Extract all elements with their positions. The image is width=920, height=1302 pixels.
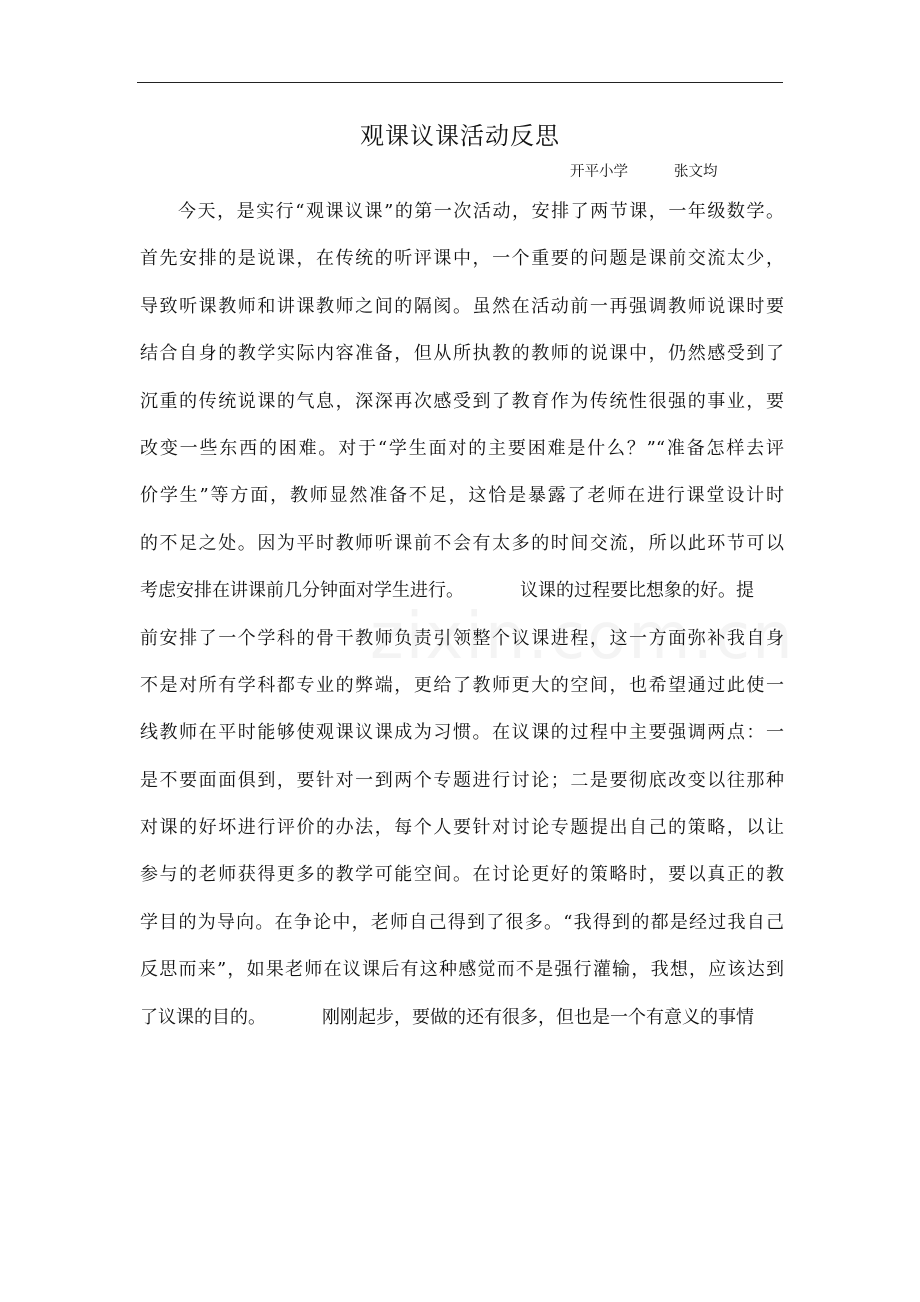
paragraph-line: 不是对所有学科都专业的弊端，更给了教师更大的空间，也希望通过此使一 xyxy=(140,674,784,696)
paragraph-line: 前安排了一个学科的骨干教师负责引领整个议课进程，这一方面弥补我自身 xyxy=(140,627,784,649)
paragraph-line: 首先安排的是说课，在传统的听评课中，一个重要的问题是课前交流太少， xyxy=(140,248,784,270)
header-rule xyxy=(137,82,783,83)
byline xyxy=(570,160,718,184)
paragraph-line: 了议课的目的。 刚刚起步，要做的还有很多，但也是一个有意义的事情 xyxy=(140,1006,754,1028)
paragraph-line: 导致听课教师和讲课教师之间的隔阂。虽然在活动前一再强调教师说课时要 xyxy=(140,295,784,317)
paragraph-line: 结合自身的教学实际内容准备，但从所执教的教师的说课中，仍然感受到了 xyxy=(140,343,784,365)
paragraph-line: 学目的为导向。在争论中，老师自己得到了很多。“我得到的都是经过我自己 xyxy=(140,911,784,933)
paragraph-line: 沉重的传统说课的气息，深深再次感受到了教育作为传统性很强的事业，要 xyxy=(140,390,784,412)
author-name: 张文均 xyxy=(674,164,718,180)
paragraph-line: 对课的好坏进行评价的办法，每个人要针对讨论专题提出自己的策略，以让 xyxy=(140,817,784,839)
paragraph-line: 反思而来”，如果老师在议课后有这种感觉而不是强行灌输，我想，应该达到 xyxy=(140,959,784,981)
school-name: 开平小学 xyxy=(570,164,628,180)
paragraph-line: 改变一些东西的困难。对于“学生面对的主要困难是什么？”“准备怎样去评 xyxy=(140,437,784,459)
document-title: 观课议课活动反思 xyxy=(360,122,560,150)
paragraph-line: 是不要面面俱到，要针对一到两个专题进行讨论；二是要彻底改变以往那种 xyxy=(140,769,784,791)
paragraph-line: 的不足之处。因为平时教师听课前不会有太多的时间交流，所以此环节可以 xyxy=(140,532,784,554)
article-body xyxy=(140,188,784,1041)
paragraph-line: 线教师在平时能够使观课议课成为习惯。在议课的过程中主要强调两点：一 xyxy=(140,722,784,744)
paragraph-line: 考虑安排在讲课前几分钟面对学生进行。 议课的过程要比想象的好。提 xyxy=(140,580,754,602)
paragraph-line: 参与的老师获得更多的教学可能空间。在讨论更好的策略时，要以真正的教 xyxy=(140,864,784,886)
paragraph-line: 今天，是实行“观课议课”的第一次活动，安排了两节课，一年级数学。 xyxy=(178,201,784,222)
paragraph-line: 价学生”等方面，教师显然准备不足，这恰是暴露了老师在进行课堂设计时 xyxy=(140,485,784,507)
